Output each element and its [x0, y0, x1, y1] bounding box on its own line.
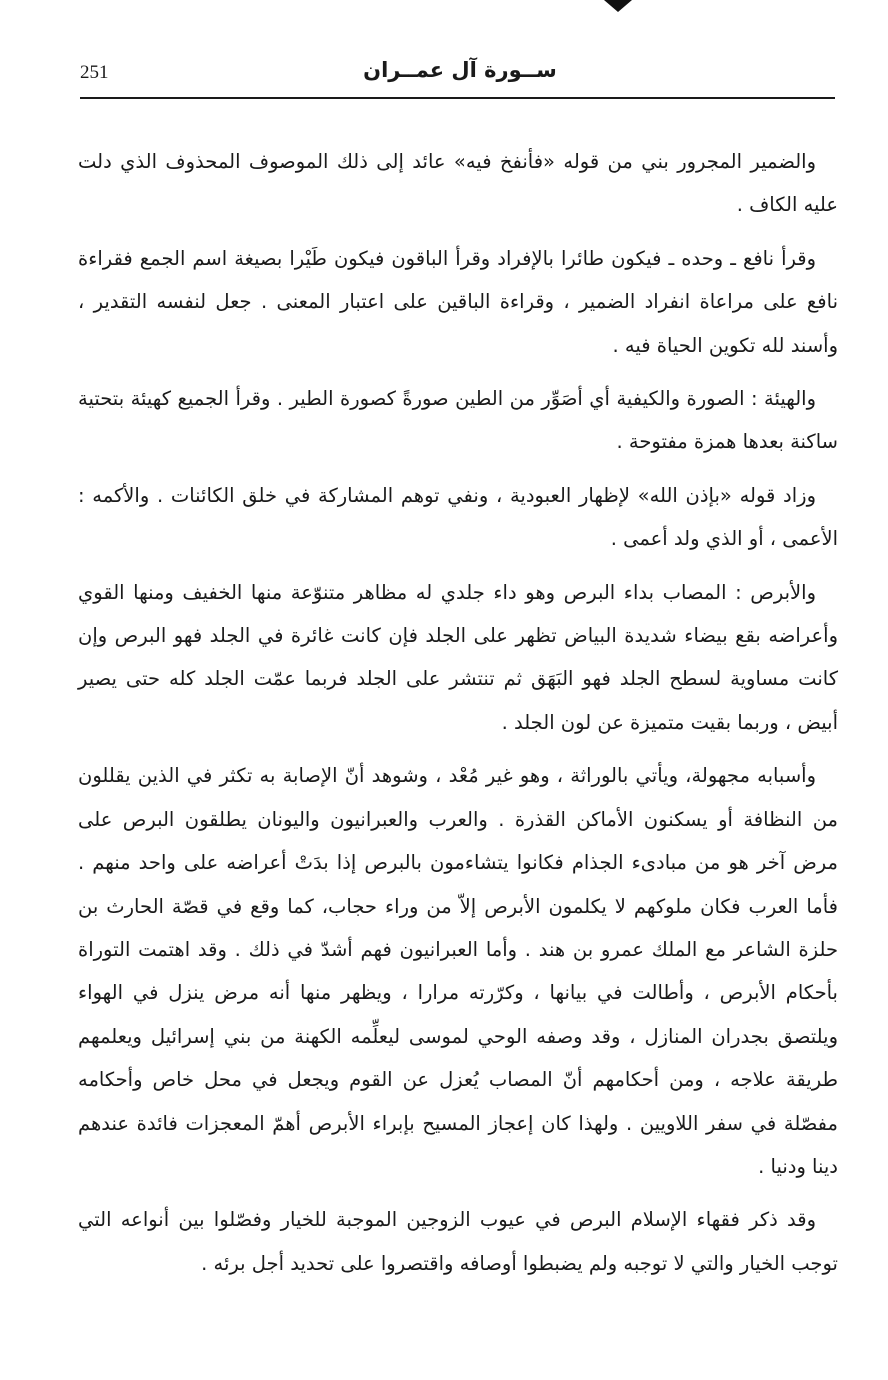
paragraph-2: وقرأ نافع ـ وحده ـ فيكون طائرا بالإفراد وقرأ الباقون فيكون طَيْرا بصيغة اسم الجمع فقراءة نافع على مراعاة انفراد الضمير ، وقراءة الباقين على اعتبار المعنى . جعل لنفسه التقدير ، وأسند لله تكوين الحياة فيه .	[78, 246, 838, 357]
header-rule	[80, 97, 835, 99]
paragraph-7: وقد ذكر فقهاء الإسلام البرص في عيوب الزوجين الموجبة للخيار وفصّلوا بين أنواعه التي توجب الخيار والتي لا توجبه ولم يضبطوا أوصافه واقتصروا على تحديد أجل برئه .	[78, 1208, 838, 1275]
page-header	[80, 56, 835, 96]
paragraph-5: والأبرص : المصاب بداء البرص وهو داء جلدي له مظاهر متنوّعة منها الخفيف ومنها القوي وأعراضه بقع بيضاء شديدة البياض تظهر على الجلد فإن كانت غائرة في الجلد فهو البرص وإن كانت مساوية لسطح الجلد فهو البَهَق ثم تنتشر على الجلد فربما عمّت الجلد كله حتى يصير أبيض ، وربما بقيت متميزة عن لون الجلد .	[78, 580, 838, 734]
paragraph-1: والضمير المجرور بني من قوله «فأنفخ فيه» عائد إلى ذلك الموصوف المحذوف الذي دلت عليه الكاف .	[78, 150, 838, 217]
corner-triangle-mark	[604, 0, 632, 12]
paragraph-4: وزاد قوله «بإذن الله» لإظهار العبودية ، ونفي توهم المشاركة في خلق الكائنات . والأكمه : الأعمى ، أو الذي ولد أعمى .	[78, 483, 838, 551]
running-title: ســورة آل عمــران	[363, 58, 557, 82]
page-number: 251	[80, 62, 109, 83]
paragraph-6: وأسبابه مجهولة، ويأتي بالوراثة ، وهو غير مُعْد ، وشوهد أنّ الإصابة به تكثر في الذين يقللون من النظافة أو يسكنون الأماكن القذرة . والعرب والعبرانيون واليونان يطلقون البرص على مرض آخر هو من مبادىء الجذام فكانوا يتشاءمون بالبرص إذا بدَتْ أعراضه على واحد منهم . فأما العرب فكان ملوكهم لا يكلمون الأبرص إلاّ من وراء حجاب، كما وقع في قصّة الحارث بن حلزة الشاعر مع الملك عمرو بن هند . وأما العبرانيون فهم أشدّ في ذلك . وقد اهتمت التوراة بأحكام الأبرص ، وأطالت في بيانها ، وكرّرته مرارا ، ويظهر منها أنه مرض ينزل في الهواء ويلتصق بجدران المنازل ، وقد وصفه الوحي لموسى ليعلِّمه الكهنة من بني إسرائيل ويعلمهم طريقة علاجه ، ومن أحكامهم أنّ المصاب يُعزل عن القوم ويجعل في محل خاص وأحكامه مفصّلة في سفر اللاويين . ولهذا كان إعجاز المسيح بإبراء الأبرص أهمّ المعجزات فائدة عندهم دينا ودنيا .	[78, 764, 838, 1178]
paragraph-3: والهيئة : الصورة والكيفية أي أصَوِّر من الطين صورةً كصورة الطير . وقرأ الجميع كهيئة بتحتية ساكنة بعدها همزة مفتوحة .	[78, 387, 838, 454]
body-text	[78, 140, 838, 1295]
